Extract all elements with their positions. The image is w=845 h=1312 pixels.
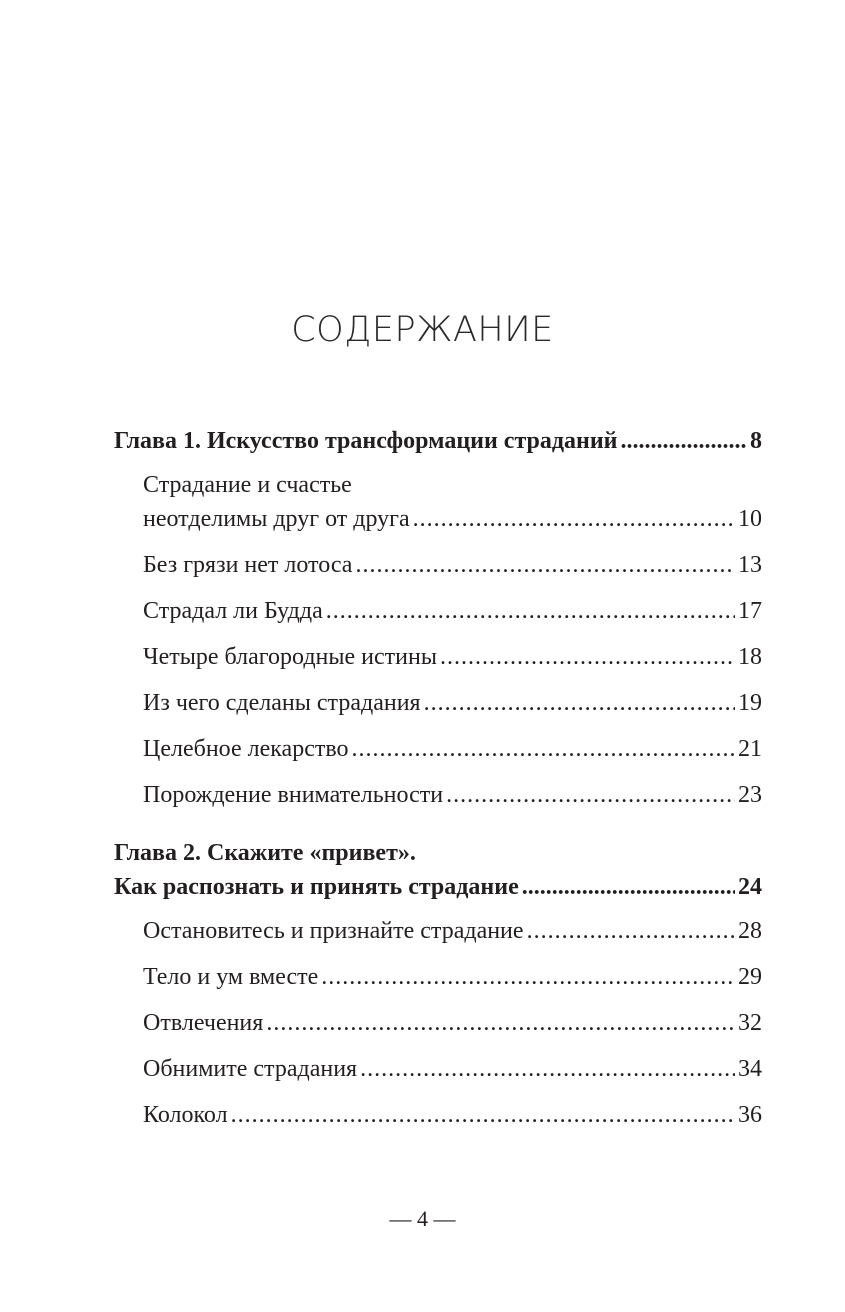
dot-leader (360, 1052, 735, 1086)
chapter-title-lead: Глава 2. Скажите «привет». (114, 840, 416, 866)
section-item[interactable] (143, 594, 762, 628)
page-title: СОДЕРЖАНИЕ (291, 310, 554, 350)
section-entry (143, 1052, 762, 1086)
chapter-entry[interactable] (114, 424, 762, 458)
section-entry (143, 1098, 762, 1132)
section-page-number: 32 (738, 1010, 762, 1036)
section-item[interactable] (143, 960, 762, 994)
section-page-number: 29 (738, 964, 762, 990)
section-title-lead: Страдание и счастье (143, 472, 352, 498)
section-page-number: 36 (738, 1102, 762, 1128)
dot-leader (621, 424, 747, 458)
dot-leader (522, 870, 735, 904)
section-item[interactable] (143, 914, 762, 948)
dot-leader (440, 640, 735, 674)
section-title: Колокол (143, 1102, 228, 1128)
section-page-number: 28 (738, 918, 762, 944)
section-title: Тело и ум вместе (143, 964, 319, 990)
chapter-page-number: 24 (738, 874, 762, 900)
chapter-entry[interactable] (114, 870, 762, 904)
chapter-title: Глава 1. Искусство трансформации страданий (114, 428, 618, 454)
section-page-number: 23 (738, 782, 762, 808)
dot-leader (413, 502, 735, 536)
section-entry (143, 960, 762, 994)
section-entry (143, 594, 762, 628)
section-page-number: 13 (738, 552, 762, 578)
section-item[interactable] (143, 686, 762, 720)
section-title: Порождение внимательности (143, 782, 444, 808)
section-list (114, 468, 762, 812)
dot-leader (352, 732, 736, 766)
section-page-number: 19 (738, 690, 762, 716)
section-item[interactable] (143, 1052, 762, 1086)
section-item[interactable] (143, 1006, 762, 1040)
section-entry (143, 1006, 762, 1040)
section-title: Обнимите страдания (143, 1056, 358, 1082)
section-page-number: 10 (738, 506, 762, 532)
dot-leader (424, 686, 735, 720)
section-item[interactable] (143, 640, 762, 674)
section-title: Остановитесь и признайте страдание (143, 918, 524, 944)
section-entry (143, 914, 762, 948)
dot-leader (266, 1006, 735, 1040)
chapter-page-number: 8 (750, 428, 762, 454)
section-item[interactable] (143, 548, 762, 582)
dot-leader (355, 548, 735, 582)
dot-leader (321, 960, 735, 994)
section-entry (143, 778, 762, 812)
section-page-number: 34 (738, 1056, 762, 1082)
section-entry (143, 640, 762, 674)
chapter-1 (114, 424, 762, 812)
dot-leader (446, 778, 735, 812)
section-page-number: 21 (738, 736, 762, 762)
section-title: Отвлечения (143, 1010, 264, 1036)
dot-leader (527, 914, 735, 948)
section-entry (143, 732, 762, 766)
dot-leader (326, 594, 735, 628)
section-title: Целебное лекарство (143, 736, 349, 762)
section-title: Четыре благородные истины (143, 644, 437, 670)
section-entry (143, 548, 762, 582)
section-title: Из чего сделаны страдания (143, 690, 421, 716)
page-number: — 4 — (389, 1206, 456, 1231)
section-item[interactable] (143, 778, 762, 812)
section-entry (143, 502, 762, 536)
section-entry (143, 686, 762, 720)
section-title: неотделимы друг от друга (143, 506, 410, 532)
section-page-number: 18 (738, 644, 762, 670)
section-item[interactable] (143, 468, 762, 536)
table-of-contents (114, 424, 762, 1132)
chapter-title: Как распознать и принять страдание (114, 874, 519, 900)
section-title: Страдал ли Будда (143, 598, 323, 624)
section-item[interactable] (143, 732, 762, 766)
section-title: Без грязи нет лотоса (143, 552, 353, 578)
dot-leader (231, 1098, 735, 1132)
section-item[interactable] (143, 1098, 762, 1132)
section-list (114, 914, 762, 1132)
chapter-2 (114, 836, 762, 1132)
section-page-number: 17 (738, 598, 762, 624)
